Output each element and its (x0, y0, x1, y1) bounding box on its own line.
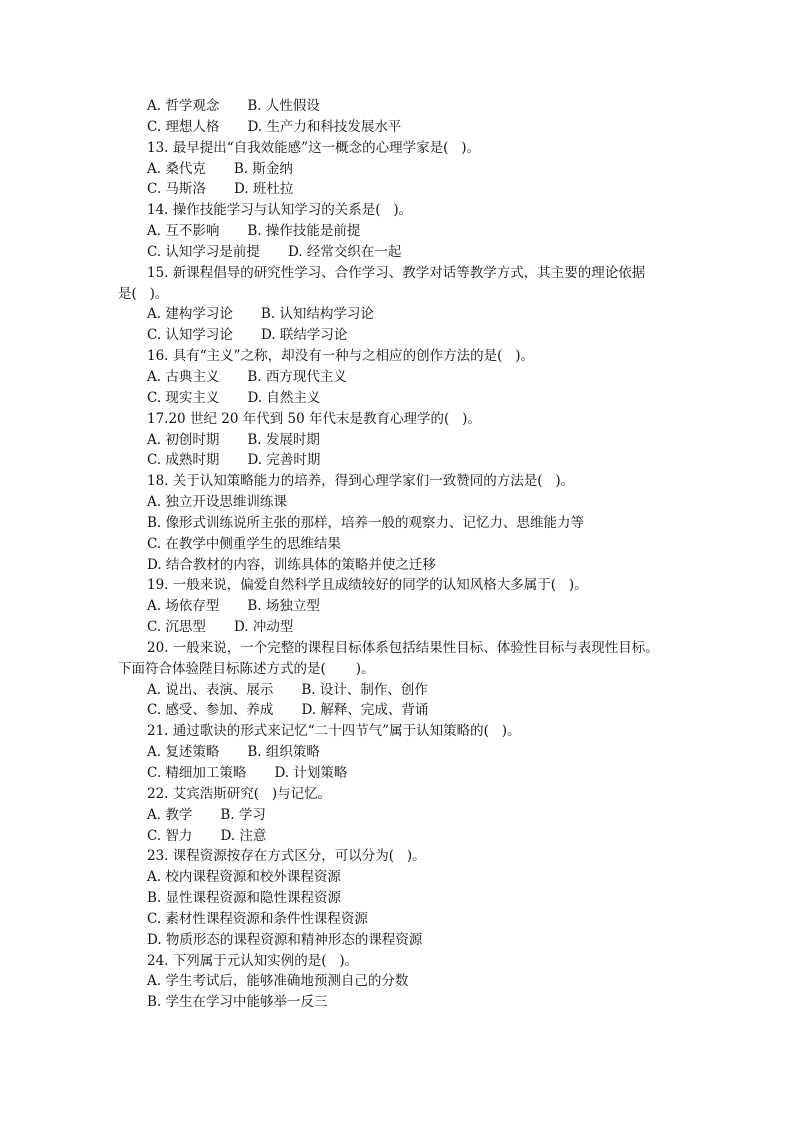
answer-option: C. 智力 (147, 827, 193, 844)
answer-option: C. 现实主义 (147, 389, 220, 406)
answer-option: A. 教学 (147, 806, 193, 823)
answer-option: C. 理想人格 (147, 118, 220, 135)
answer-options-row (118, 388, 698, 409)
answer-options-row (118, 159, 698, 180)
answer-option: B. 斯金纳 (233, 160, 293, 177)
answer-option: B. 操作技能是前提 (247, 223, 361, 240)
answer-options-row (118, 680, 698, 701)
answer-option: A. 哲学观念 (147, 98, 220, 114)
answer-option: B. 组织策略 (247, 744, 320, 761)
answer-options-row (118, 325, 698, 346)
answer-option: C. 认知学习是前提 (147, 243, 260, 260)
answer-option: B. 发展时期 (247, 431, 320, 448)
question-stem: 22. 艾宾浩斯研究( )与记忆。 (147, 785, 332, 802)
answer-options-row (118, 700, 698, 721)
answer-option: D. 联结学习论 (260, 327, 348, 344)
answer-option: A. 说出、表演、展示 (147, 681, 274, 698)
answer-option: A. 桑代克 (147, 160, 206, 177)
answer-option: B. 场独立型 (247, 598, 320, 615)
answer-option: D. 注意 (220, 827, 267, 844)
question-stem: 24. 下列属于元认知实例的是( )。 (147, 952, 359, 969)
question-stem: 14. 操作技能学习与认知学习的关系是( )。 (147, 202, 413, 219)
answer-option: A. 建构学习论 (147, 306, 233, 323)
answer-option: C. 感受、参加、养成 (147, 702, 274, 719)
exam-question-list (118, 96, 698, 1013)
question-stem: 13. 最早提出“自我效能感”这一概念的心理学家是( )。 (147, 139, 480, 156)
answer-options-row (118, 430, 698, 451)
answer-option: D. 班杜拉 (233, 181, 294, 198)
answer-option: D. 计划策略 (274, 765, 348, 781)
question-stem: 17.20 世纪 20 年代到 50 年代末是教育心理学的( )。 (147, 410, 481, 427)
answer-options-row (118, 367, 698, 388)
answer-option: C. 在教学中侧重学生的思维结果 (147, 535, 341, 552)
answer-option: B. 设计、制作、创作 (301, 681, 428, 698)
answer-option: C. 马斯洛 (147, 181, 206, 198)
answer-option: D. 解释、完成、背诵 (301, 702, 429, 719)
answer-option: A. 校内课程资源和校外课程资源 (147, 869, 341, 886)
answer-option: A. 初创时期 (147, 431, 220, 448)
answer-option: C. 成熟时期 (147, 452, 220, 469)
answer-options-row (118, 742, 698, 763)
question-stem: 23. 课程资源按存在方式区分，可以分为( )。 (147, 848, 426, 865)
answer-option: C. 精细加工策略 (147, 765, 247, 781)
answer-options-row (118, 617, 698, 638)
question-stem: 19. 一般来说，偏爱自然科学且成绩较好的同学的认知风格大多属于( )。 (147, 577, 588, 594)
answer-option: D. 物质形态的课程资源和精神形态的课程资源 (147, 931, 423, 948)
answer-options-row (118, 221, 698, 242)
answer-options-row (118, 596, 698, 617)
answer-option: C. 素材性课程资源和条件性课程资源 (147, 910, 368, 927)
answer-option: C. 沉思型 (147, 619, 206, 636)
answer-options-row (118, 450, 698, 471)
answer-option: D. 经常交织在一起 (287, 243, 402, 260)
answer-option: B. 西方现代主义 (247, 368, 347, 385)
answer-option: D. 冲动型 (233, 619, 294, 636)
question-stem: 18. 关于认知策略能力的培养，得到心理学家们一致赞同的方法是( )。 (147, 473, 575, 490)
question-stem-continuation: 是( )。 (118, 285, 169, 302)
answer-options-row (118, 763, 698, 784)
answer-options-row (118, 242, 698, 263)
question-stem: 20. 一般来说，一个完整的课程目标体系包括结果性目标、体验性目标与表现性目标。 (147, 639, 659, 656)
answer-options-row (118, 304, 698, 325)
question-stem: 15. 新课程倡导的研究性学习、合作学习、教学对话等教学方式，其主要的理论依据 (147, 264, 646, 281)
answer-option: D. 结合教材的内容，训练具体的策略并使之迁移 (147, 556, 436, 573)
answer-options-row (118, 826, 698, 847)
answer-option: B. 学习 (220, 806, 266, 823)
answer-option: A. 场依存型 (147, 598, 220, 615)
answer-option: B. 显性课程资源和隐性课程资源 (147, 890, 342, 907)
answer-options-row (118, 96, 698, 117)
answer-option: B. 像形式训练说所主张的那样，培养一般的观察力、记忆力、思维能力等 (147, 514, 585, 531)
answer-options-row (118, 805, 698, 826)
question-stem: 16. 具有“主义”之称，却没有一种与之相应的创作方法的是( )。 (147, 348, 534, 365)
answer-option: A. 古典主义 (147, 368, 220, 385)
answer-option: D. 完善时期 (247, 452, 321, 469)
answer-option: D. 自然主义 (247, 389, 321, 406)
answer-option: D. 生产力和科技发展水平 (247, 118, 402, 135)
answer-option: B. 人性假设 (247, 98, 320, 114)
answer-option: A. 互不影响 (147, 223, 220, 240)
answer-option: A. 复述策略 (147, 744, 220, 761)
answer-option: A. 独立开设思维训练课 (147, 494, 287, 511)
answer-option: B. 认知结构学习论 (260, 306, 374, 323)
answer-option: A. 学生考试后，能够准确地预测自己的分数 (147, 973, 409, 990)
question-stem-continuation: 下面符合体验陛目标陈述方式的是( )。 (118, 660, 375, 677)
answer-options-row (118, 117, 698, 138)
answer-options-row (118, 179, 698, 200)
answer-option: B. 学生在学习中能够举一反三 (147, 994, 328, 1011)
answer-option: C. 认知学习论 (147, 327, 233, 344)
question-stem: 21. 通过歌诀的形式来记忆“二十四节气”属于认知策略的( )。 (147, 723, 521, 740)
